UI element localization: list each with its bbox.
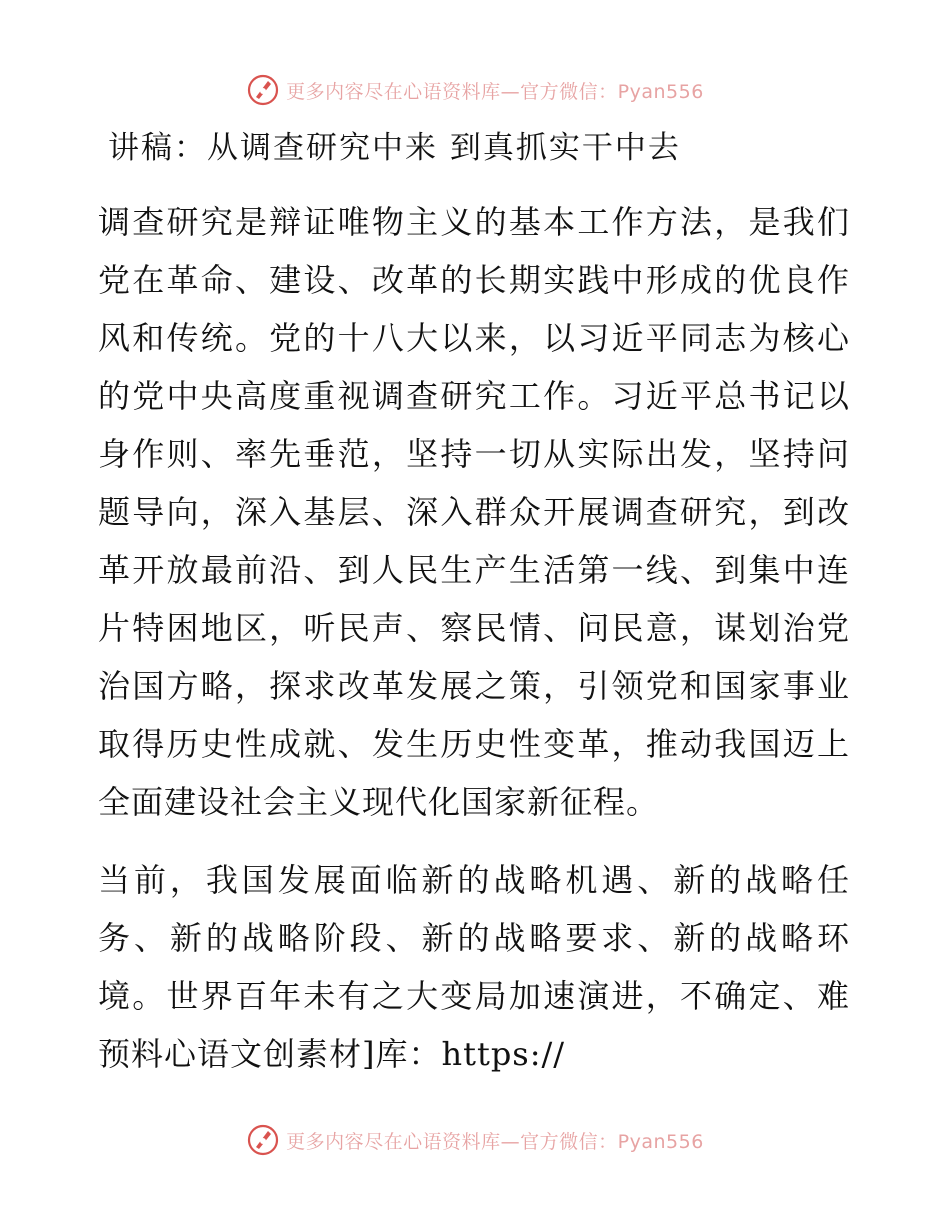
quill-stamp-icon	[246, 73, 280, 107]
footer-banner	[0, 1122, 950, 1158]
paragraph-1: 调查研究是辩证唯物主义的基本工作方法，是我们党在革命、建设、改革的长期实践中形成的优良作风和传统。党的十八大以来，以习近平同志为核心的党中央高度重视调查研究工作。习近平总书记以身作则、率先垂范，坚持一切从实际出发，坚持问题导向，深入基层、深入群众开展调查研究，到改革开放最前沿、到人民生产生活第一线、到集中连片特困地区，听民声、察民情、问民意，谋划治党治国方略，探求改革发展之策，引领党和国家事业取得历史性成就、发生历史性变革，推动我国迈上全面建设社会主义现代化国家新征程。	[98, 203, 850, 821]
paragraph-2: 当前，我国发展面临新的战略机遇、新的战略任务、新的战略阶段、新的战略要求、新的战略环境。世界百年未有之大变局加速演进，不确定、难预料心语文创素材]库：https://	[98, 861, 850, 1073]
header-banner	[0, 72, 950, 108]
document-title: 讲稿：从调查研究中来 到真抓实干中去	[108, 130, 681, 166]
quill-stamp-icon	[246, 1123, 280, 1157]
footer-banner-text: 更多内容尽在心语资料库—官方微信：Pyan556	[286, 1130, 704, 1153]
header-banner-text: 更多内容尽在心语资料库—官方微信：Pyan556	[286, 80, 704, 103]
